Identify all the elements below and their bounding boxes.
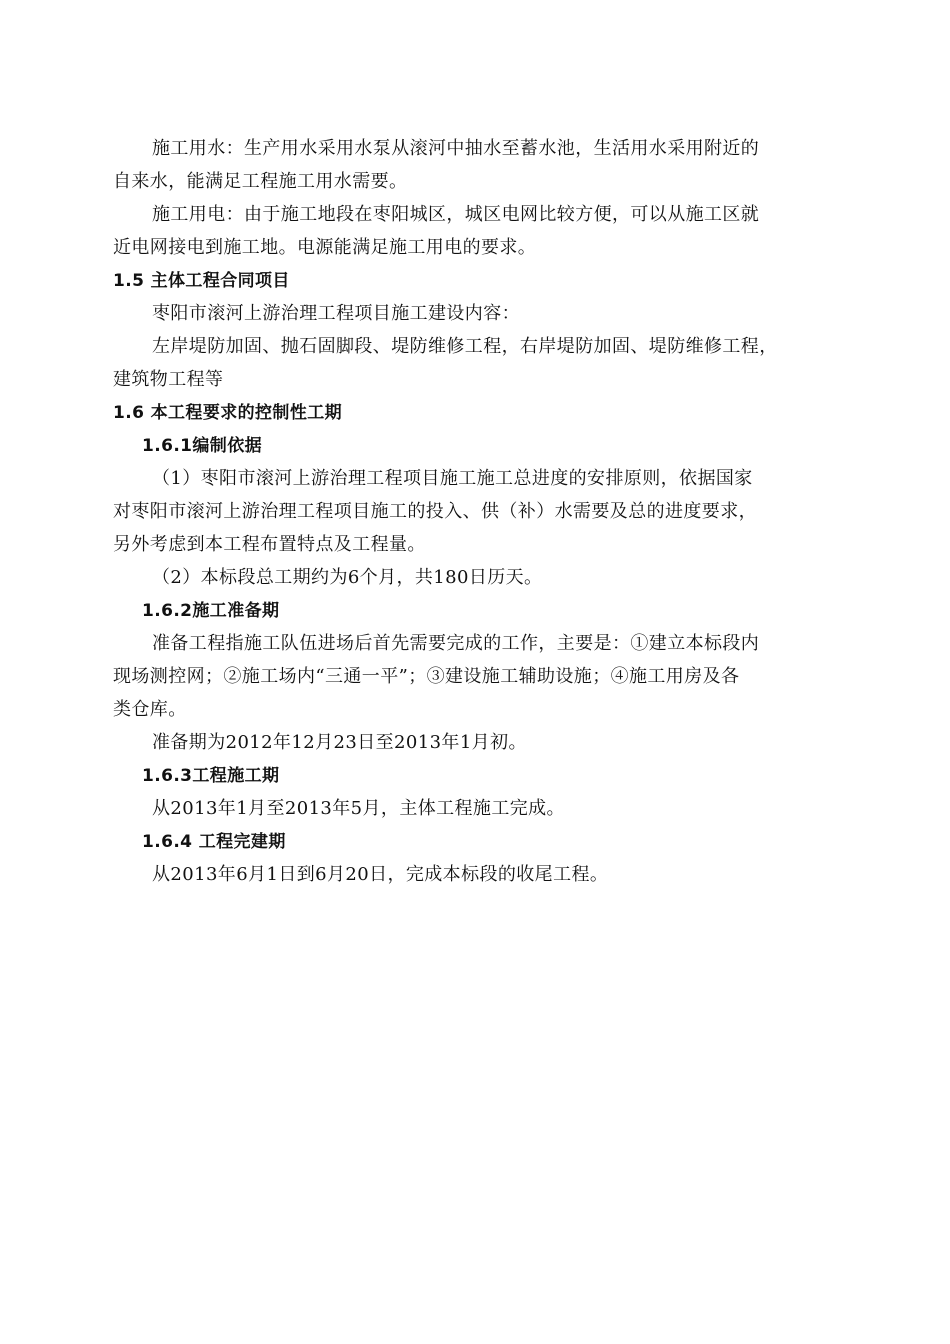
basis-paragraph-2: （2）本标段总工期约为6个月，共180日历天。 bbox=[152, 567, 543, 588]
water-paragraph-line-1: 施工用水：生产用水采用水泵从滚河中抽水至蓄水池，生活用水采用附近的 bbox=[152, 138, 760, 159]
basis-paragraph-1-line-1: （1）枣阳市滚河上游治理工程项目施工施工总进度的安排原则，依据国家 bbox=[152, 468, 753, 489]
contract-paragraph-line-3: 建筑物工程等 bbox=[113, 369, 224, 390]
power-paragraph-line-2: 近电网接电到施工地。电源能满足施工用电的要求。 bbox=[113, 237, 537, 258]
power-paragraph-line-1: 施工用电：由于施工地段在枣阳城区，城区电网比较方便，可以从施工区就 bbox=[152, 204, 760, 225]
prep-paragraph-line-2: 现场测控网；②施工场内“三通一平”；③建设施工辅助设施；④施工用房及各 bbox=[113, 666, 740, 687]
completion-period-paragraph: 从2013年6月1日到6月20日，完成本标段的收尾工程。 bbox=[152, 864, 609, 885]
section-heading-1-6-2: 1.6.2施工准备期 bbox=[142, 601, 280, 621]
basis-paragraph-1-line-2: 对枣阳市滚河上游治理工程项目施工的投入、供（补）水需要及总的进度要求， bbox=[113, 501, 757, 522]
section-heading-1-5: 1.5 主体工程合同项目 bbox=[113, 271, 290, 291]
section-heading-1-6: 1.6 本工程要求的控制性工期 bbox=[113, 403, 343, 423]
contract-paragraph-line-1: 枣阳市滚河上游治理工程项目施工建设内容： bbox=[152, 303, 520, 324]
basis-paragraph-1-line-3: 另外考虑到本工程布置特点及工程量。 bbox=[113, 534, 426, 555]
prep-period-paragraph: 准备期为2012年12月23日至2013年1月初。 bbox=[152, 732, 527, 753]
construction-period-paragraph: 从2013年1月至2013年5月，主体工程施工完成。 bbox=[152, 798, 565, 819]
contract-paragraph-line-2: 左岸堤防加固、抛石固脚段、堤防维修工程，右岸堤防加固、堤防维修工程， bbox=[152, 336, 778, 357]
prep-paragraph-line-1: 准备工程指施工队伍进场后首先需要完成的工作，主要是：①建立本标段内 bbox=[152, 633, 760, 654]
prep-paragraph-line-3: 类仓库。 bbox=[113, 699, 187, 720]
section-heading-1-6-4: 1.6.4 工程完建期 bbox=[142, 832, 286, 852]
water-paragraph-line-2: 自来水，能满足工程施工用水需要。 bbox=[113, 171, 408, 192]
section-heading-1-6-1: 1.6.1编制依据 bbox=[142, 436, 263, 456]
section-heading-1-6-3: 1.6.3工程施工期 bbox=[142, 766, 280, 786]
